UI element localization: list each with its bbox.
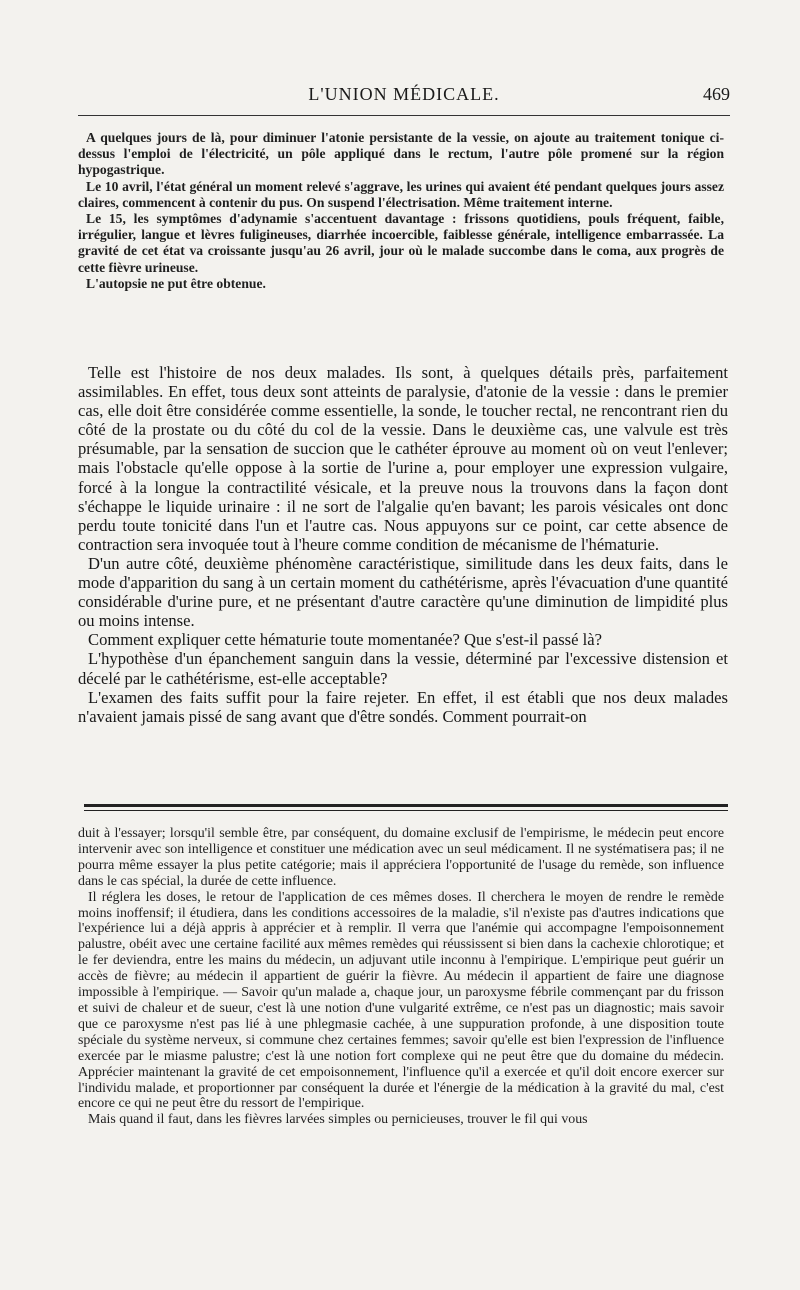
section-separator-thin <box>84 810 728 811</box>
paragraph: Telle est l'histoire de nos deux malades. Ils sont, à quelques détails près, parfaitement assimilables. En effet, tous deux sont atteints de paralysie, d'atonie de la vessie : dans le premier cas, elle doit être considérée comme essentielle, la sonde, le toucher rectal, ne rencontrant rien du côté de la prostate ou du côté du col de la vessie. Dans le deuxième cas, une valvule est très présumable, par la sensation de succion que le cathéter éprouve au moment où on veut l'enlever; mais l'obstacle qu'elle oppose à la sortie de l'urine a, pour employer une expression vulgaire, forcé à la longue la contractilité vésicale, et la preuve nous la trouvons dans la façon dont s'échappe le liquide urinaire : il ne sort de l'algalie qu'en bavant; les parois vésicales ont donc perdu toute tonicité dans l'un et l'autre cas. Nous appuyons sur ce point, car cette absence de contraction sera invoquée tout à l'heure comme condition de mécanisme de l'hématurie. <box>78 363 728 554</box>
section-separator-thick <box>84 804 728 807</box>
paragraph: D'un autre côté, deuxième phénomène caractéristique, similitude dans les deux faits, dans le mode d'apparition du sang à un certain moment du cathétérisme, après l'évacuation d'une quantité considérable d'urine pure, et ne présentant d'autre caractère qu'une diminution de limpidité plus ou moins intense. <box>78 553 728 631</box>
paragraph: L'hypothèse d'un épanchement sanguin dans la vessie, déterminé par l'excessive distension et décelé par le cathétérisme, est-elle acceptable? <box>78 649 728 688</box>
paragraph: duit à l'essayer; lorsqu'il semble être, par conséquent, du domaine exclusif de l'empirisme, le médecin peut encore intervenir avec son intelligence et constituer une médication avec un seul médicament. Il ne systématisera pas; il ne pourra même essayer la plus petite catégorie; mais il appréciera l'opportunité de l'usage du remède, son influence dans le cas spécial, la durée de cette influence. <box>78 826 724 889</box>
paragraph: L'autopsie ne put être obtenue. <box>86 275 266 291</box>
paragraph: A quelques jours de là, pour diminuer l'atonie persistante de la vessie, on ajoute au traitement tonique ci-dessus l'emploi de l'électricité, un pôle appliqué dans le rectum, l'autre pôle promené sur la région hypogastrique. <box>78 130 724 178</box>
paragraph: L'examen des faits suffit pour la faire rejeter. En effet, il est établi que nos deux malades n'avaient jamais pissé de sang avant que d'être sondés. Comment pourrait-on <box>78 687 728 726</box>
running-header <box>78 84 730 112</box>
paragraph: Le 10 avril, l'état général un moment relevé s'aggrave, les urines qui avaient été pendant quelques jours assez claires, commencent à contenir du pus. On suspend l'électrisation. Même traitement interne. <box>78 178 724 210</box>
paragraph: Mais quand il faut, dans les fièvres larvées simples ou pernicieuses, trouver le fil qui vous <box>88 1112 588 1128</box>
page-number: 469 <box>703 84 730 104</box>
case-report-block <box>78 130 724 292</box>
feuilleton-block <box>78 826 724 1128</box>
paragraph: Le 15, les symptômes d'adynamie s'accentuent davantage : frissons quotidiens, pouls fréquent, faible, irrégulier, langue et lèvres fuligineuses, diarrhée incoercible, faiblesse générale, intelligence embarrassée. La gravité de cet état va croissante jusqu'au 26 avril, jour où le malade succombe dans le coma, aux progrès de cette fièvre urineuse. <box>78 211 724 275</box>
journal-title: L'UNION MÉDICALE. <box>308 84 500 104</box>
paragraph: Il réglera les doses, le retour de l'application de ces mêmes doses. Il cherchera le moyen de rendre le remède moins inoffensif; il étudiera, dans les conditions accessoires de la maladie, s'il n'existe pas d'autres indications que l'expérience lui a déjà appris à apprécier et à remplir. Il verra que l'anémie qui accompagne l'empoisonnement palustre, obéit avec une certaine facilité aux mêmes remèdes qui réussissent si bien dans la cachexie chlorotique; et le fer deviendra, entre les mains du médecin, un adjuvant utile inconnu à l'empirique. L'empirique peut guérir un accès de fièvre; au médecin il appartient de guérir la fièvre. Au médecin il appartient de faire une diagnose impossible à l'empirique. — Savoir qu'un malade a, chaque jour, un paroxysme fébrile commençant par du frisson et suivi de chaleur et de sueur, c'est là une notion d'une vulgarité extrême, ce n'est pas un diagnostic; mais savoir que ce paroxysme n'est pas lié à une phlegmasie cachée, à une suppuration profonde, à une disposition toute spéciale du système nerveux, si commune chez certaines femmes; savoir qu'elle est bien l'expression de l'influence exercée par le miasme palustre; c'est là une notion fort complexe qui ne peut être que du domaine du médecin. Apprécier maintenant la gravité de cet empoisonnement, l'influence qu'il a exercée et qu'il doit encore exercer sur l'individu malade, et proportionner par conséquent la durée et l'énergie de la médication à la gravité du mal, c'est encore ce qui ne peut être du ressort de l'empirique. <box>78 889 724 1112</box>
discussion-block <box>78 363 728 726</box>
header-rule <box>78 115 730 116</box>
paragraph: Comment expliquer cette hématurie toute momentanée? Que s'est-il passé là? <box>88 630 602 650</box>
